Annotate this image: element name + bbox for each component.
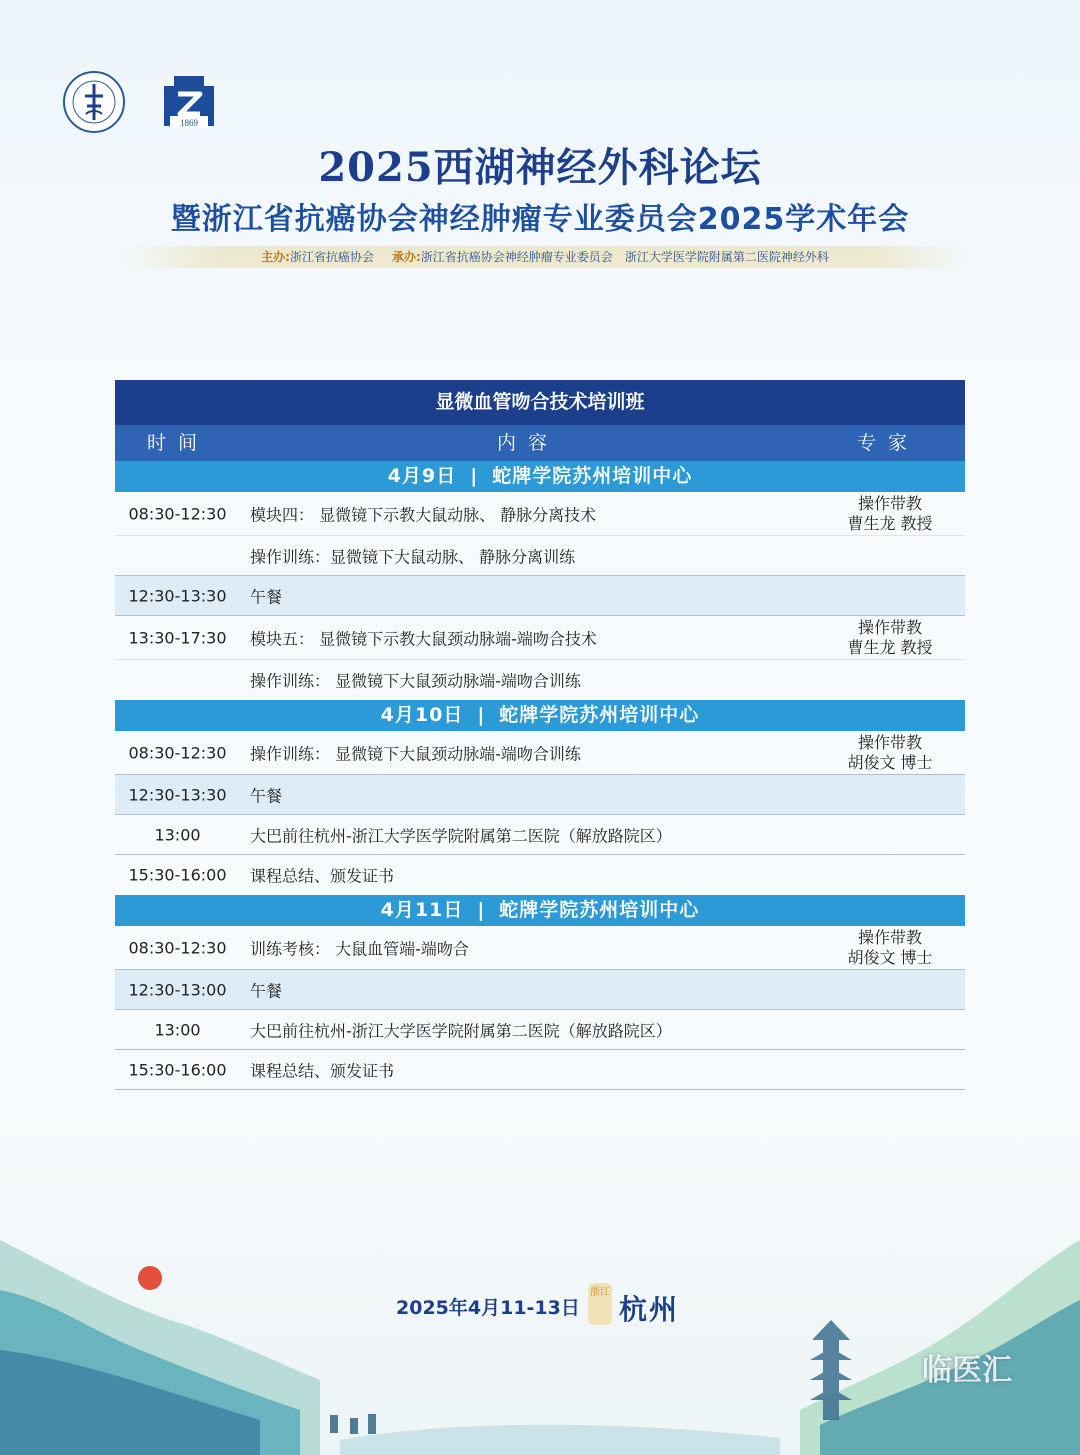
host-label: 主办:	[261, 250, 290, 264]
event-city: 杭州	[619, 1293, 680, 1326]
expert-role: 操作带教	[857, 617, 922, 637]
row-time: 15:30-16:00	[128, 865, 227, 885]
day-separator: |	[470, 465, 479, 487]
row-content: 午餐	[250, 981, 283, 1000]
association-logo	[62, 70, 126, 134]
table-row	[115, 731, 965, 775]
row-time: 08:30-12:30	[128, 938, 227, 957]
page-title: 2025西湖神经外科论坛	[318, 144, 762, 191]
row-content: 大巴前往杭州-浙江大学医学院附属第二医院（解放路院区）	[250, 1021, 672, 1040]
row-expert	[840, 928, 940, 968]
day-location: 蛇牌学院苏州培训中心	[492, 465, 693, 487]
source-watermark: 临医汇	[922, 1353, 1012, 1388]
province-seal: 浙江	[588, 1283, 612, 1325]
sun-icon	[138, 1266, 162, 1290]
table-row	[115, 855, 965, 895]
organizer-2: 浙江大学医学院附属第二医院神经外科	[624, 250, 829, 264]
day-location: 蛇牌学院苏州培训中心	[499, 899, 700, 921]
day-header-2	[115, 700, 965, 731]
row-time: 15:30-16:00	[128, 1060, 227, 1079]
schedule-title: 显微血管吻合技术培训班	[115, 380, 965, 425]
organizer-1: 浙江省抗癌协会神经肿瘤专业委员会	[420, 250, 613, 264]
hospital-year: 1869	[180, 118, 198, 128]
table-row	[115, 926, 965, 970]
row-content: 操作训练：显微镜下大鼠动脉、 静脉分离训练	[250, 547, 576, 566]
row-time: 12:30-13:00	[128, 980, 227, 999]
day-date: 4月10日	[380, 704, 464, 726]
day-header-1	[115, 461, 965, 492]
table-row	[115, 775, 965, 815]
row-expert	[840, 494, 940, 534]
col-time: 时间	[147, 432, 210, 454]
table-row	[115, 1050, 965, 1090]
hospital-logo	[158, 70, 220, 132]
table-row	[115, 492, 965, 536]
row-expert	[840, 618, 940, 658]
schedule-table	[115, 380, 965, 1090]
stone-lantern-icon	[330, 1414, 376, 1434]
table-row	[115, 616, 965, 660]
table-row	[115, 815, 965, 855]
row-time: 12:30-13:30	[128, 586, 227, 605]
row-content: 训练考核： 大鼠血管端-端吻合	[250, 939, 469, 958]
row-time: 13:30-17:30	[128, 628, 227, 647]
col-expert: 专家	[857, 432, 920, 454]
row-content: 午餐	[250, 587, 283, 606]
host-name: 浙江省抗癌协会	[289, 250, 374, 264]
row-content: 模块五： 显微镜下示教大鼠颈动脉端-端吻合技术	[250, 629, 597, 648]
table-row	[115, 576, 965, 616]
row-content: 大巴前往杭州-浙江大学医学院附属第二医院（解放路院区）	[250, 826, 672, 845]
day-header-3	[115, 895, 965, 926]
col-content: 内容	[497, 432, 560, 454]
row-expert	[840, 733, 940, 773]
expert-role: 操作带教	[857, 493, 922, 513]
row-content: 操作训练： 显微镜下大鼠颈动脉端-端吻合训练	[250, 744, 581, 763]
row-time: 12:30-13:30	[128, 785, 227, 804]
row-content: 课程总结、颁发证书	[250, 866, 395, 886]
table-row	[115, 970, 965, 1010]
expert-name: 胡俊文 博士	[847, 947, 933, 967]
row-time: 13:00	[154, 825, 201, 844]
expert-role: 操作带教	[857, 927, 922, 947]
day-location: 蛇牌学院苏州培训中心	[499, 704, 700, 726]
row-content: 模块四： 显微镜下示教大鼠动脉、 静脉分离技术	[250, 505, 597, 524]
expert-name: 曹生龙 教授	[847, 637, 933, 657]
row-content: 午餐	[250, 786, 283, 805]
day-separator: |	[477, 704, 486, 726]
row-content: 课程总结、颁发证书	[250, 1061, 395, 1080]
day-date: 4月9日	[387, 465, 457, 487]
expert-name: 胡俊文 博士	[847, 752, 933, 772]
row-content: 操作训练： 显微镜下大鼠颈动脉端-端吻合训练	[250, 671, 581, 691]
organizer-label: 承办:	[391, 250, 421, 264]
organizers-bar	[120, 246, 970, 268]
expert-name: 曹生龙 教授	[847, 513, 933, 533]
page-subtitle: 暨浙江省抗癌协会神经肿瘤专业委员会2025学术年会	[170, 202, 910, 237]
table-row	[115, 536, 965, 576]
column-headers	[115, 425, 965, 461]
table-row	[115, 1010, 965, 1050]
day-separator: |	[477, 899, 486, 921]
expert-role: 操作带教	[857, 732, 922, 752]
table-row	[115, 660, 965, 700]
row-time: 08:30-12:30	[128, 743, 227, 762]
event-date-range: 2025年4月11-13日	[396, 1297, 580, 1319]
row-time: 08:30-12:30	[128, 504, 227, 523]
day-date: 4月11日	[380, 899, 464, 921]
row-time: 13:00	[154, 1020, 201, 1039]
